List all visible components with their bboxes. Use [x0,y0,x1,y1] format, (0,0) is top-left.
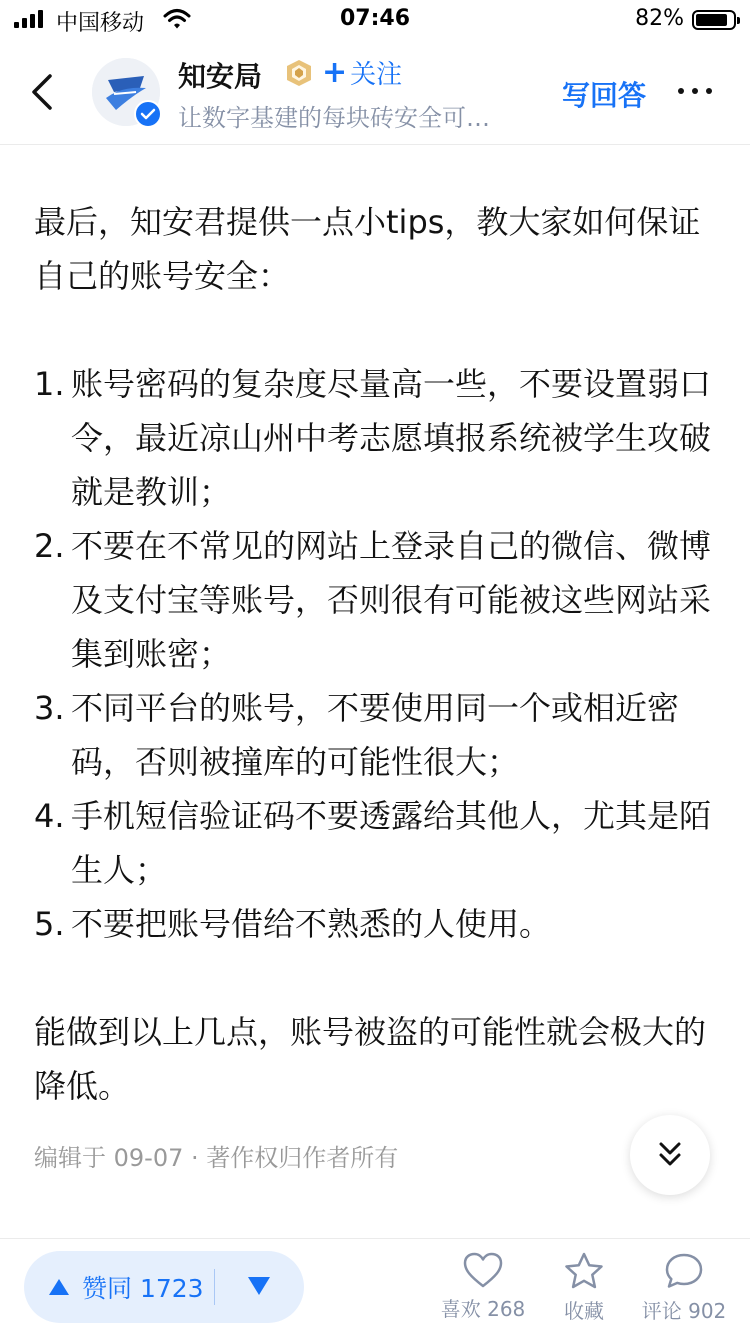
verified-badge-icon [134,100,162,128]
answer-header [0,40,750,145]
star-icon [563,1251,605,1291]
like-label: 喜欢 268 [440,1297,526,1321]
triangle-up-icon [48,1278,70,1296]
vote-up-label: 赞同 1723 [82,1274,204,1303]
like-button[interactable] [433,1251,533,1322]
next-answer-button[interactable] [630,1115,710,1195]
list-item: 2. 不要在不常见的网站上登录自己的微信、微博及支付宝等账号，否则很有可能被这些网站采集到账密； [34,527,712,673]
battery-percentage: 82% [635,6,684,31]
follow-label: 关注 [350,60,403,90]
author-name[interactable]: 知安局 [178,60,263,93]
list-item: 5. 不要把账号借给不熟悉的人使用。 [34,905,552,943]
vote-up-button[interactable] [24,1251,214,1323]
list-item: 3. 不同平台的账号，不要使用同一个或相近密码，否则被撞库的可能性很大； [34,689,680,781]
vote-control [24,1251,304,1323]
bottom-action-bar [0,1238,750,1335]
more-options-icon[interactable] [678,88,712,94]
list-item: 4. 手机短信验证码不要透露给其他人，尤其是陌生人； [34,797,712,889]
vote-down-button[interactable] [214,1251,304,1323]
heart-icon [462,1251,504,1289]
plus-icon: + [322,55,348,90]
status-time: 07:46 [339,6,411,31]
triangle-down-icon [247,1276,271,1296]
comment-bubble-icon [663,1251,705,1291]
collect-label: 收藏 [564,1299,604,1323]
edit-info: 编辑于 09-07 · 著作权归作者所有 [34,1144,399,1172]
author-level-badge-icon [284,58,314,88]
answer-content [34,195,724,1113]
carrier-name: 中国移动 [56,11,145,36]
status-bar [0,0,750,40]
comment-label: 评论 902 [641,1299,727,1323]
follow-button[interactable] [322,54,402,91]
battery-icon [692,10,736,30]
back-arrow-icon[interactable] [24,70,64,114]
comment-button[interactable] [634,1251,734,1324]
collect-button[interactable] [534,1251,634,1324]
write-answer-button[interactable]: 写回答 [562,79,647,112]
tips-list [34,357,724,951]
author-headline: 让数字基建的每块砖安全可… [178,104,490,132]
intro-paragraph: 最后，知安君提供一点小tips，教大家如何保证自己的账号安全： [34,203,701,295]
conclusion-paragraph: 能做到以上几点，账号被盗的可能性就会极大的降低。 [34,1013,707,1105]
double-chevron-down-icon [658,1141,682,1169]
list-item: 1. 账号密码的复杂度尽量高一些，不要设置弱口令，最近凉山州中考志愿填报系统被学生攻破就是教训； [34,365,712,511]
